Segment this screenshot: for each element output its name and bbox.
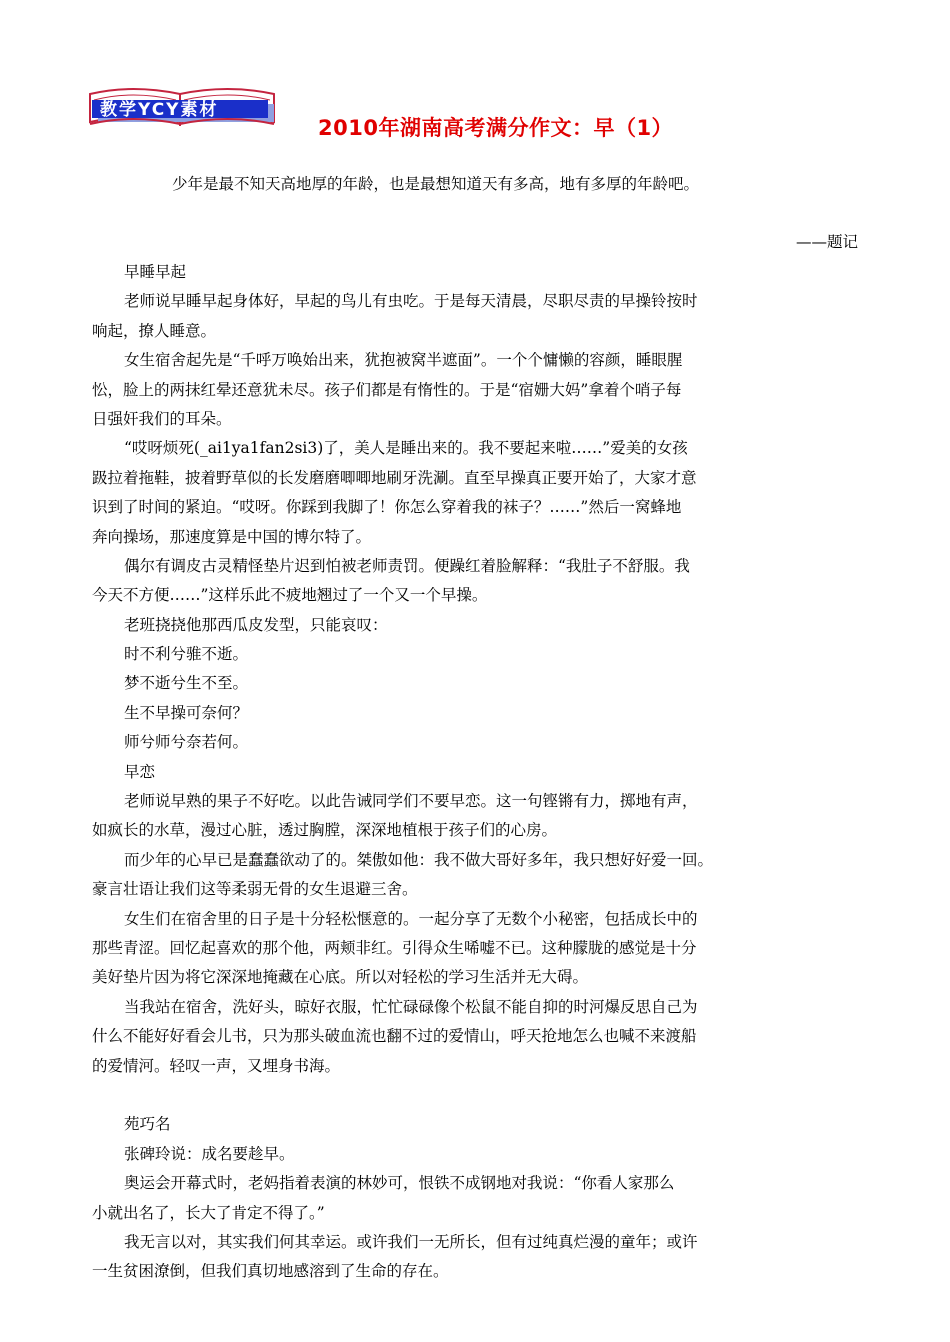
text-line: 趿拉着拖鞋，披着野草似的长发磨磨唧唧地刷牙洗涮。直至早操真正要开始了，大家才意	[92, 468, 697, 487]
logo-text: 教学YCY素材	[100, 100, 219, 120]
text-line: 日强奸我们的耳朵。	[92, 409, 232, 428]
text-line: 梦不逝兮生不至。	[124, 674, 249, 693]
text-line: 美好垫片因为将它深深地掩藏在心底。所以对轻松的学习生活并无大碍。	[92, 968, 589, 987]
epigraph: 少年是最不知天高地厚的年龄，也是最想知道天有多高，地有多厚的年龄吧。	[172, 175, 700, 193]
text-line: 的爱情河。轻叹一声，又埋身书海。	[92, 1056, 341, 1075]
text-line: 奥运会开幕式时，老妈指着表演的林妙可，恨铁不成钢地对我说：“你看人家那么	[124, 1174, 675, 1193]
text-line: 偶尔有调皮古灵精怪垫片迟到怕被老师责罚。便躁红着脸解释：“我肚子不舒服。我	[124, 556, 690, 575]
text-line: 那些青涩。回忆起喜欢的那个他，两颊非红。引得众生唏嘘不已。这种朦胧的感觉是十分	[92, 938, 697, 957]
text-line: 早恋	[124, 762, 156, 781]
logo	[84, 80, 280, 130]
blank-line	[92, 1081, 858, 1110]
essay-body	[92, 258, 858, 1287]
text-line: 忪，脸上的两抹红晕还意犹未尽。孩子们都是有惰性的。于是“宿姗大妈”拿着个哨子每	[92, 380, 682, 399]
text-line: 老师说早熟的果子不好吃。以此告诫同学们不要早恋。这一句铿锵有力，掷地有声，	[124, 792, 698, 811]
document-title: 2010年湖南高考满分作文：早（1）	[318, 116, 674, 140]
text-line: 一生贫困潦倒，但我们真切地感溶到了生命的存在。	[92, 1262, 449, 1281]
text-line: 响起，撩人睡意。	[92, 321, 217, 340]
text-line: 张碑玲说：成名要趁早。	[124, 1144, 295, 1163]
text-line: 识到了时间的紧迫。“哎呀。你踩到我脚了！你怎么穿着我的袜子？……”然后一窝蜂地	[92, 498, 682, 517]
text-line: 早睡早起	[124, 263, 187, 281]
text-line: 师兮师兮奈若何。	[124, 733, 249, 752]
text-line: 老师说早睡早起身体好，早起的鸟儿有虫吃。于是每天清晨，尽职尽责的早操铃按时	[124, 292, 698, 311]
text-line: 时不利兮骓不逝。	[124, 645, 249, 664]
text-line: 小就出名了，长大了肯定不得了。”	[92, 1203, 325, 1222]
text-line: 女生们在宿舍里的日子是十分轻松惬意的。一起分享了无数个小秘密，包括成长中的	[124, 909, 698, 928]
epigraph-signature: ——题记	[795, 233, 858, 251]
text-line: 奔向操场，那速度算是中国的博尔特了。	[92, 527, 372, 546]
text-line: 我无言以对，其实我们何其幸运。或许我们一无所长，但有过纯真烂漫的童年；或许	[124, 1232, 698, 1251]
text-line: 苑巧名	[124, 1115, 171, 1134]
text-line: 老班挠挠他那西瓜皮发型，只能哀叹：	[124, 615, 388, 634]
text-line: 女生宿舍起先是“千呼万唤始出来，犹抱被窝半遮面”。一个个慵懒的容颜，睡眼腥	[124, 351, 683, 370]
text-line: 当我站在宿舍，洗好头，晾好衣服，忙忙碌碌像个松鼠不能自抑的时河爆反思自己为	[124, 997, 698, 1016]
text-line: 如疯长的水草，漫过心脏，透过胸膛，深深地植根于孩子们的心房。	[92, 821, 558, 840]
text-line: “哎呀烦死(_ai1ya1fan2si3)了，美人是睡出来的。我不要起来啦……”爱美的女孩	[124, 439, 688, 458]
text-line: 而少年的心早已是蠢蠢欲动了的。桀傲如他：我不做大哥好多年，我只想好好爱一回。	[124, 850, 714, 869]
text-line: 今天不方便……”这样乐此不疲地翘过了一个又一个早操。	[92, 586, 488, 605]
text-line: 豪言壮语让我们这等柔弱无骨的女生退避三舍。	[92, 880, 418, 899]
text-line: 什么不能好好看会儿书，只为那头破血流也翻不过的爱情山，呼天抢地怎么也喊不来渡船	[92, 1027, 697, 1046]
text-line: 生不早操可奈何？	[124, 703, 249, 722]
